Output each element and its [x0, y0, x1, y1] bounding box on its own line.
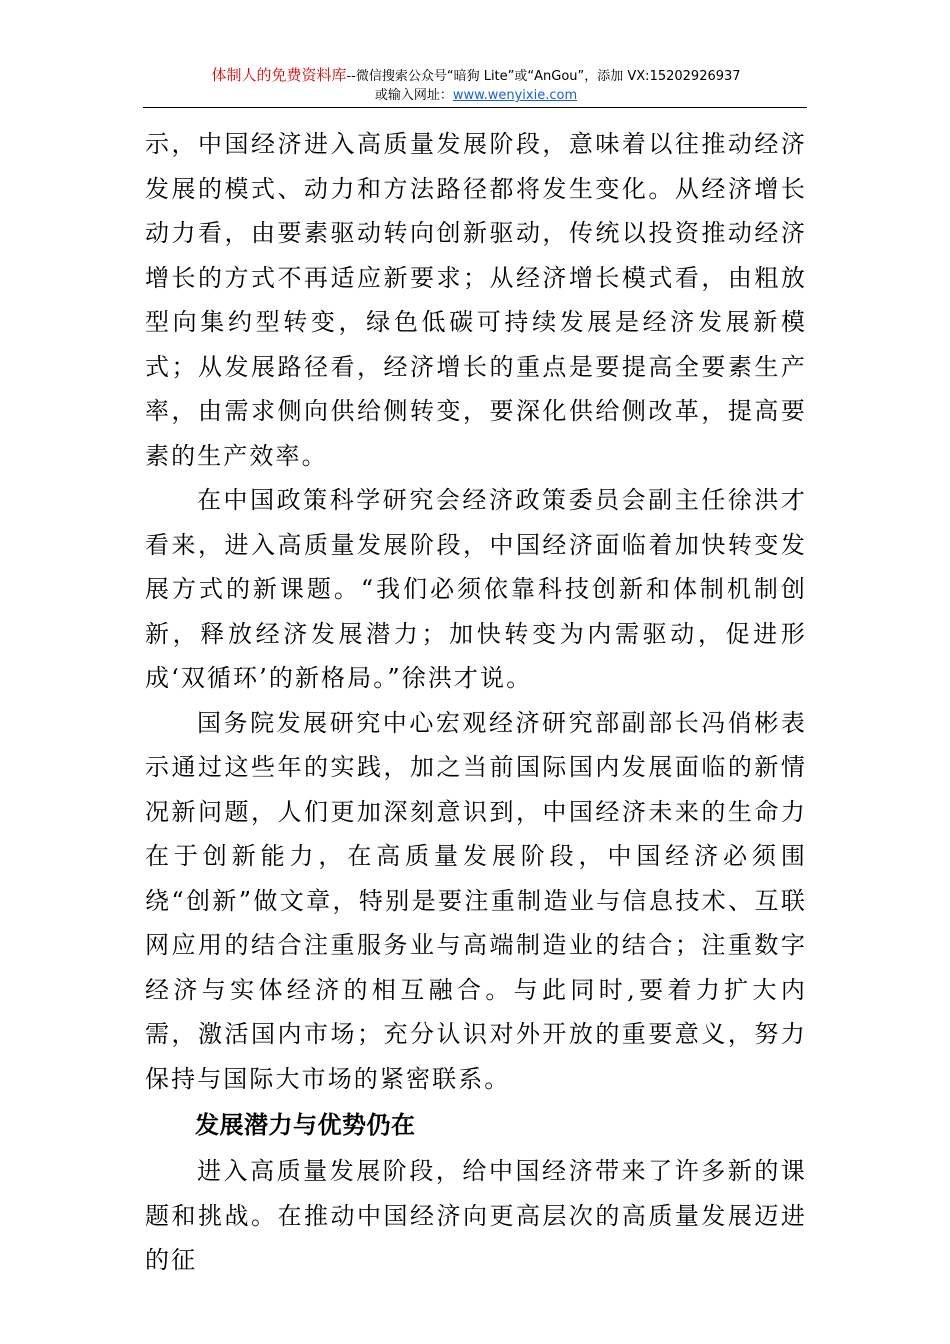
- paragraph-continuation: 示，中国经济进入高质量发展阶段，意味着以往推动经济发展的模式、动力和方法路径都将发生变化。从经济增长动力看，由要素驱动转向创新驱动，传统以投资推动经济增长的方式不再适应新要求；从经济增长模式看，由粗放型向集约型转变，绿色低碳可持续发展是经济发展新模式；从发展路径看，经济增长的重点是要提高全要素生产率，由需求侧向供给侧转变，要深化供给侧改革，提高要素的生产效率。: [145, 130, 807, 470]
- header-divider: [143, 107, 807, 108]
- header-contact: --微信搜索公众号“暗狗 Lite”或“AnGou”，添加 VX:15202926937: [346, 69, 741, 84]
- paragraph-feng-qiaobin: 国务院发展研究中心宏观经济研究部副部长冯俏彬表示通过这些年的实践，加之当前国际国内发展面临的新情况新问题，人们更加深刻意识到，中国经济未来的生命力在于创新能力，在高质量发展阶段，中国经济必须围绕“创新”做文章，特别是要注重制造业与信息技术、互联网应用的结合注重服务业与高端制造业的结合；注重数字经济与实体经济的相互融合。与此同时,要着力扩大内需，激活国内市场；充分认识对外开放的重要意义，努力保持与国际大市场的紧密联系。: [145, 708, 807, 1093]
- header-url-label: 或输入网址：: [374, 88, 453, 103]
- document-body: [145, 122, 807, 1283]
- paragraph-section-intro: 进入高质量发展阶段，给中国经济带来了许多新的课题和挑战。在推动中国经济向更高层次的高质量发展迈进的征: [145, 1157, 807, 1274]
- header-url-link[interactable]: www.wenyixie.com: [452, 88, 578, 103]
- section-heading: 发展潜力与优势仍在: [195, 1111, 416, 1139]
- header-line-2: [145, 86, 807, 105]
- header-brand: 体制人的免费资料库: [211, 66, 347, 84]
- page-header: [145, 66, 807, 105]
- header-line-1: [145, 66, 807, 86]
- paragraph-xu-hongcai: 在中国政策科学研究会经济政策委员会副主任徐洪才看来，进入高质量发展阶段，中国经济面临着加快转变发展方式的新课题。“我们必须依靠科技创新和体制机制创新，释放经济发展潜力；加快转变为内需驱动，促进形成‘双循环’的新格局。”徐洪才说。: [145, 486, 807, 692]
